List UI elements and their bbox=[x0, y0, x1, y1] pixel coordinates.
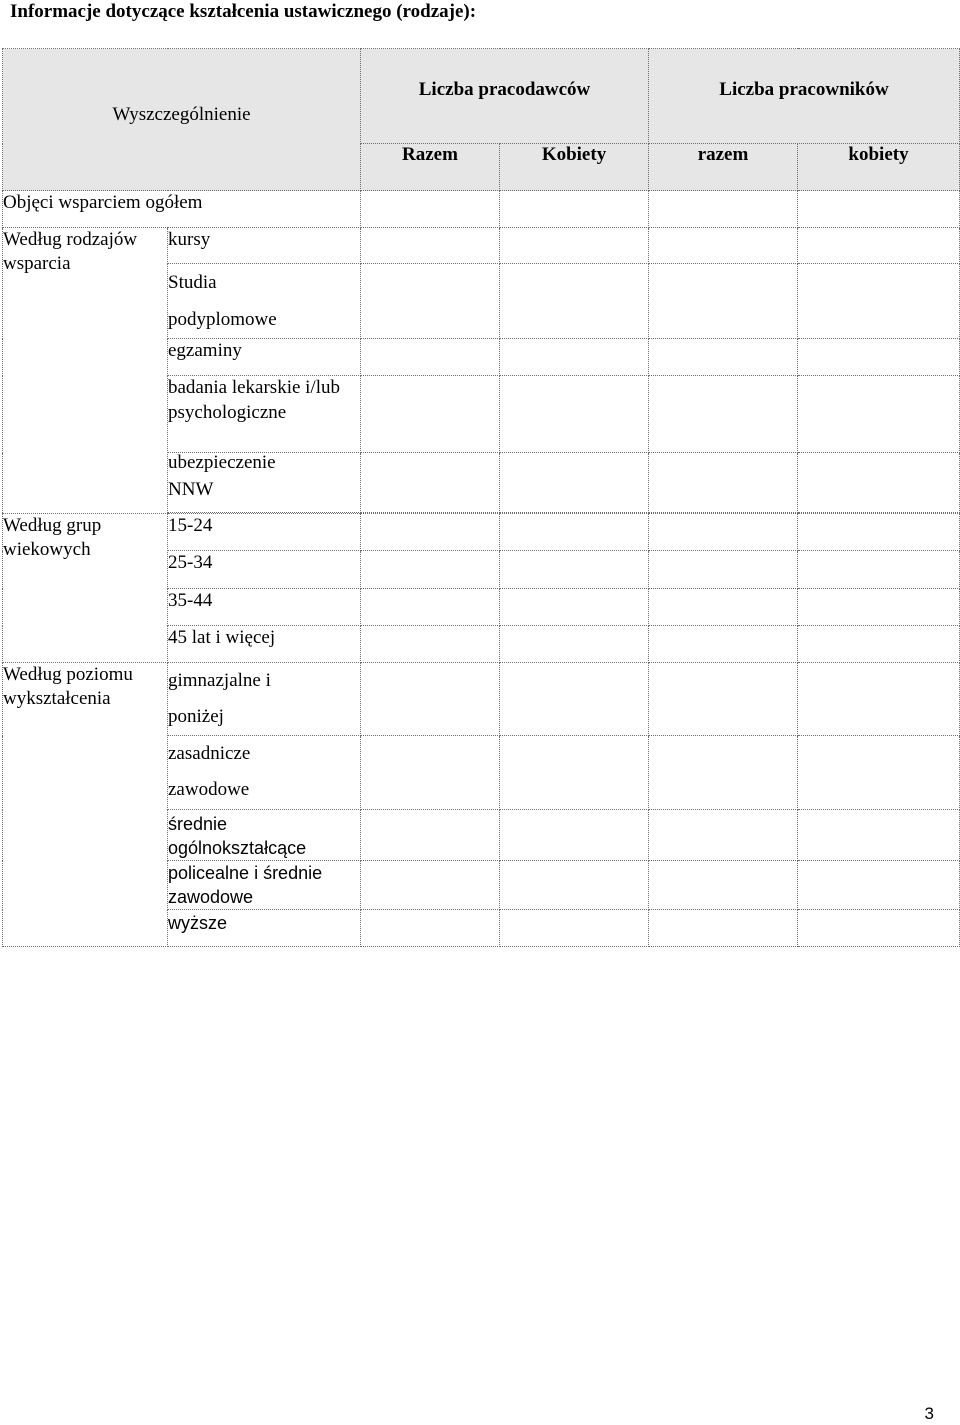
table-row-total bbox=[3, 191, 960, 228]
cell bbox=[361, 339, 500, 376]
cell bbox=[798, 589, 960, 626]
cell bbox=[500, 736, 649, 810]
document-title: Informacje dotyczące kształcenia ustawicznego (rodzaje): bbox=[10, 1, 477, 22]
row-label-policealne: policealne i średnie zawodowe bbox=[168, 861, 361, 910]
row-label-age-1: 15-24 bbox=[168, 514, 361, 551]
table-row bbox=[3, 228, 960, 264]
cell bbox=[798, 861, 960, 910]
cell bbox=[649, 339, 798, 376]
cell bbox=[798, 910, 960, 947]
cell bbox=[649, 736, 798, 810]
row-label-gimnazjalne bbox=[168, 663, 361, 736]
cell bbox=[500, 228, 649, 264]
table-row bbox=[3, 514, 960, 551]
header-kobiety: Kobiety bbox=[500, 144, 649, 191]
group-label-rodzaje: Według rodzajów wsparcia bbox=[3, 228, 168, 514]
cell bbox=[361, 589, 500, 626]
cell bbox=[649, 663, 798, 736]
cell bbox=[798, 514, 960, 551]
row-label-studia-line2: podyplomowe bbox=[168, 309, 277, 330]
row-label-age-3: 35-44 bbox=[168, 589, 361, 626]
cell bbox=[361, 376, 500, 453]
cell bbox=[798, 626, 960, 663]
row-label-age-4: 45 lat i więcej bbox=[168, 626, 361, 663]
cell bbox=[500, 810, 649, 861]
cell bbox=[361, 551, 500, 589]
cell bbox=[649, 861, 798, 910]
row-label-ubezpieczenie bbox=[168, 453, 361, 513]
row-label-wyzsze: wyższe bbox=[168, 910, 361, 947]
cell bbox=[649, 626, 798, 663]
cell bbox=[649, 376, 798, 453]
cell bbox=[500, 551, 649, 589]
cell bbox=[361, 626, 500, 663]
row-label-studia bbox=[168, 264, 361, 339]
cell bbox=[649, 514, 798, 551]
row-label-egzaminy: egzaminy bbox=[168, 339, 361, 376]
cell bbox=[500, 663, 649, 736]
group-label-wyksztalcenie: Według poziomu wykształcenia bbox=[3, 663, 168, 947]
cell bbox=[798, 264, 960, 339]
row-label-ubezpieczenie-line2: NNW bbox=[168, 479, 214, 500]
cell bbox=[649, 810, 798, 861]
cell bbox=[500, 264, 649, 339]
header-kobiety-employees: kobiety bbox=[798, 144, 960, 191]
cell bbox=[361, 736, 500, 810]
cell bbox=[361, 910, 500, 947]
group-label-wiek: Według grup wiekowych bbox=[3, 514, 168, 663]
cell bbox=[798, 191, 960, 228]
row-label-srednie: średnie ogólnokształcące bbox=[168, 810, 361, 861]
cell bbox=[649, 191, 798, 228]
cell bbox=[500, 910, 649, 947]
row-label-zasadnicze bbox=[168, 736, 361, 810]
table-row bbox=[3, 663, 960, 736]
cell bbox=[649, 453, 798, 513]
header-wyszczegolnienie-label: Wyszczególnienie bbox=[112, 103, 251, 125]
header-liczba-pracodawcow bbox=[361, 49, 649, 144]
cell bbox=[649, 228, 798, 264]
cell bbox=[500, 861, 649, 910]
cell bbox=[361, 453, 500, 513]
cell bbox=[361, 191, 500, 228]
header-wyszczegolnienie bbox=[3, 49, 361, 191]
cell bbox=[649, 589, 798, 626]
row-label-ubezpieczenie-line1: ubezpieczenie bbox=[168, 452, 276, 473]
cell bbox=[798, 736, 960, 810]
row-label-zasadnicze-line2: zawodowe bbox=[168, 779, 250, 800]
row-label-badania: badania lekarskie i/lub psychologiczne bbox=[168, 376, 361, 453]
training-table bbox=[2, 48, 960, 947]
header-row-1 bbox=[3, 49, 960, 144]
cell bbox=[361, 514, 500, 551]
row-label-total: Objęci wsparciem ogółem bbox=[3, 191, 361, 228]
row-label-studia-line1: Studia bbox=[168, 272, 217, 293]
cell bbox=[798, 663, 960, 736]
row-label-kursy: kursy bbox=[168, 228, 361, 264]
cell bbox=[649, 551, 798, 589]
row-label-zasadnicze-line1: zasadnicze bbox=[168, 743, 251, 764]
page-number: 3 bbox=[924, 1404, 934, 1423]
cell bbox=[649, 264, 798, 339]
cell bbox=[500, 453, 649, 513]
cell bbox=[361, 228, 500, 264]
cell bbox=[500, 376, 649, 453]
cell bbox=[798, 453, 960, 513]
header-employees-label: Liczba pracowników bbox=[719, 79, 889, 100]
header-employers-label: Liczba pracodawców bbox=[418, 79, 591, 100]
header-razem-employees: razem bbox=[649, 144, 798, 191]
header-razem: Razem bbox=[361, 144, 500, 191]
cell bbox=[361, 861, 500, 910]
cell bbox=[361, 264, 500, 339]
cell bbox=[500, 626, 649, 663]
row-label-gimnazjalne-line1: gimnazjalne i bbox=[168, 670, 271, 691]
cell bbox=[500, 191, 649, 228]
cell bbox=[649, 910, 798, 947]
cell bbox=[500, 514, 649, 551]
header-liczba-pracownikow bbox=[649, 49, 960, 144]
row-label-gimnazjalne-line2: poniżej bbox=[168, 706, 224, 727]
cell bbox=[361, 810, 500, 861]
cell bbox=[798, 810, 960, 861]
cell bbox=[798, 228, 960, 264]
cell bbox=[798, 339, 960, 376]
cell bbox=[798, 376, 960, 453]
cell bbox=[798, 551, 960, 589]
cell bbox=[361, 663, 500, 736]
cell bbox=[500, 339, 649, 376]
row-label-age-2: 25-34 bbox=[168, 551, 361, 589]
cell bbox=[500, 589, 649, 626]
